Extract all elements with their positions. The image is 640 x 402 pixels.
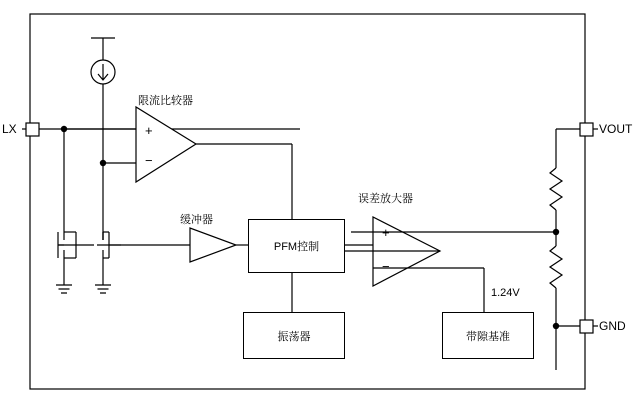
reference-voltage-label: 1.24V [491, 287, 520, 299]
error-amplifier-label: 误差放大器 [358, 193, 413, 205]
pin-lx-label: LX [2, 122, 17, 136]
pin-lx-pad [26, 123, 39, 136]
pfm-control-block[interactable] [248, 219, 345, 273]
resistor-lower [550, 246, 562, 288]
pfm-control-label: PFM控制 [273, 241, 320, 253]
error-amp-minus-sign: − [382, 259, 390, 274]
comparator-minus-sign: − [145, 153, 153, 168]
bandgap-reference-label: 带隙基准 [466, 330, 510, 343]
pin-vout-pad [580, 123, 593, 136]
comparator-plus-sign: + [145, 123, 153, 138]
comparator-body [136, 107, 196, 182]
pin-gnd-label: GND [599, 319, 626, 333]
pin-gnd-pad [580, 320, 593, 333]
current-limit-comparator-label: 限流比较器 [138, 95, 193, 107]
buffer-body [190, 228, 236, 262]
pin-vout-label: VOUT [599, 122, 633, 136]
resistor-upper [550, 168, 562, 210]
ground-2 [95, 285, 111, 293]
oscillator-label: 振荡器 [277, 330, 311, 343]
buffer-label: 缓冲器 [180, 214, 213, 226]
error-amp-plus-sign: + [382, 225, 390, 240]
ground-1 [56, 285, 72, 293]
bandgap-reference-block[interactable] [442, 312, 534, 359]
oscillator-block[interactable] [243, 312, 345, 359]
